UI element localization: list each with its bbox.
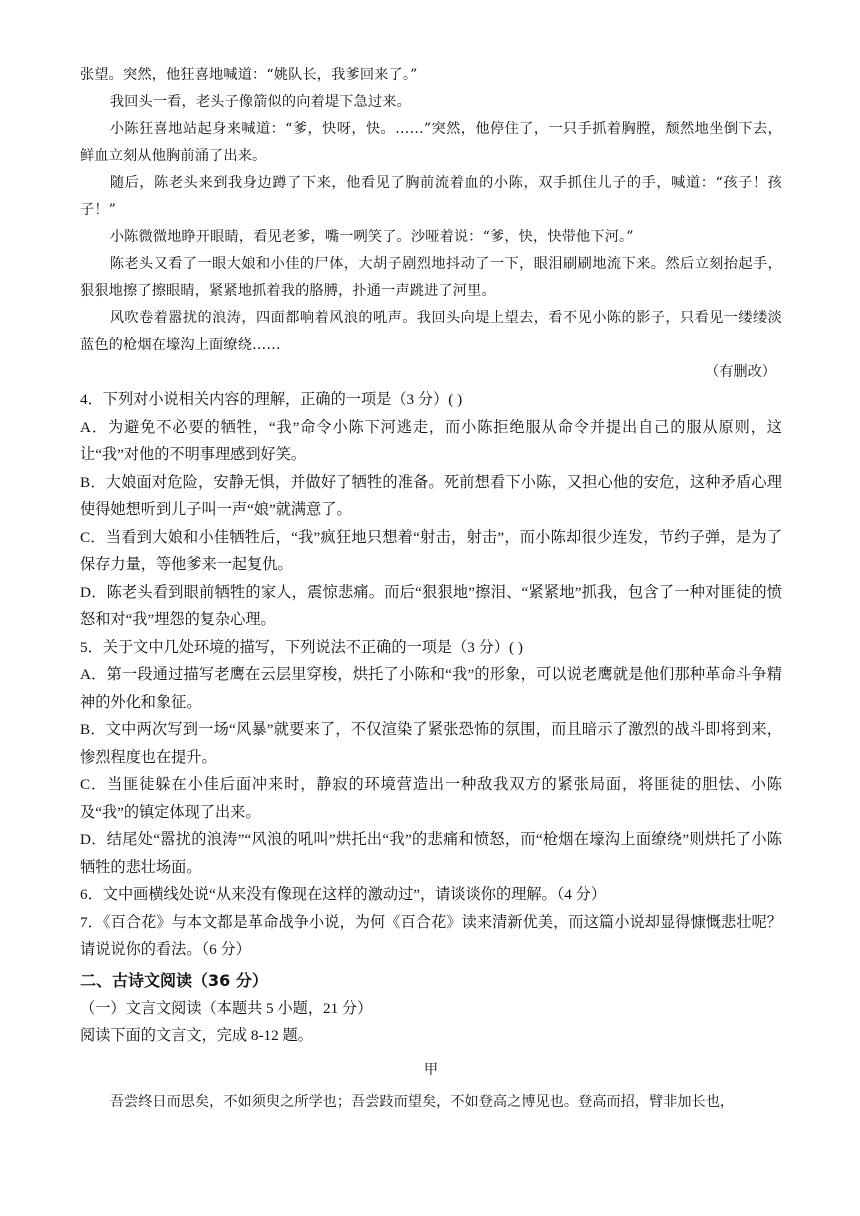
passage-text: 吾尝终日而思矣，不如须臾之所学也；吾尝跂而望矣，不如登高之博见也。登高而招，臂非加长也， bbox=[109, 1093, 735, 1110]
option-a: A．为避免不必要的牺牲，“我”命令小陈下河逃走，而小陈拒绝服从命令并提出自己的服从原则，这让“我”对他的不明事理感到好笑。 bbox=[80, 418, 782, 463]
option-b: B．文中两次写到一场“风暴”就要来了，不仅渲染了紧张恐怖的氛围，而且暗示了激烈的战斗即将到来，惨烈程度也在提升。 bbox=[80, 721, 782, 766]
story-paragraph: 张望。突然，他狂喜地喊道：“姚队长，我爹回来了。” bbox=[80, 67, 418, 83]
option-a: A．第一段通过描写老鹰在云层里穿梭，烘托了小陈和“我”的形象，可以说老鹰就是他们那种革命斗争精神的外化和象征。 bbox=[80, 666, 782, 711]
reading-instruction: 阅读下面的文言文，完成 8-12 题。 bbox=[80, 1027, 313, 1044]
question-stem: 5．关于文中几处环境的描写，下列说法不正确的一项是（3 分）( ) bbox=[80, 638, 523, 656]
story-excerpt bbox=[80, 62, 782, 386]
passage-title: 甲 bbox=[423, 1061, 439, 1078]
story-paragraph: 小陈微微地睁开眼睛，看见老爹，嘴一咧笑了。沙哑着说：“爹，快，快带他下河。” bbox=[109, 229, 634, 245]
option-d: D．陈老头看到眼前牺牲的家人，震惊悲痛。而后“狠狠地”擦泪、“紧紧地”抓我，包含了一种对匪徒的愤怒和对“我”埋怨的复杂心理。 bbox=[80, 583, 782, 628]
question-stem: 4．下列对小说相关内容的理解，正确的一项是（3 分）( ) bbox=[80, 391, 463, 408]
story-paragraph: 陈老头又看了一眼大娘和小佳的尸体，大胡子剧烈地抖动了一下，眼泪刷刷地流下来。然后立刻抬起手，狠狠地擦了擦眼睛，紧紧地抓着我的胳膊，扑通一声跳进了河里。 bbox=[80, 256, 782, 299]
option-c: C．当匪徒躲在小佳后面冲来时，静寂的环境营造出一种敌我双方的紧张局面，将匪徒的胆怯、小陈及“我”的镇定体现了出来。 bbox=[80, 776, 782, 821]
question-7: 7．《百合花》与本文都是革命战争小说，为何《百合花》读来清新优美，而这篇小说却显得慷慨悲壮呢？请说说你的看法。（6 分） bbox=[80, 913, 782, 958]
story-paragraph: 风吹卷着嚣扰的浪涛，四面都响着风浪的吼声。我回头向堤上望去，看不见小陈的影子，只看见一缕缕淡蓝色的枪烟在壕沟上面缭绕…… bbox=[80, 310, 782, 353]
document-page bbox=[80, 62, 782, 1116]
story-paragraph: 随后，陈老头来到我身边蹲了下来，他看见了胸前流着血的小陈，双手抓住儿子的手，喊道：“孩子！孩子！” bbox=[80, 175, 782, 218]
story-paragraph: 小陈狂喜地站起身来喊道：“爹，快呀，快。……”突然，他停住了，一只手抓着胸膛，颓然地坐倒下去，鲜血立刻从他胸前涌了出来。 bbox=[80, 121, 782, 164]
option-b: B．大娘面对危险，安静无惧，并做好了牺牲的准备。死前想看下小陈，又担心他的安危，这种矛盾心理使得她想听到儿子叫一声“娘”就满意了。 bbox=[80, 473, 782, 518]
story-paragraph: 我回头一看，老头子像箭似的向着堤下急过来。 bbox=[109, 94, 411, 110]
question-6: 6．文中画横线处说“从来没有像现在这样的激动过”，请谈谈你的理解。（4 分） bbox=[80, 886, 607, 903]
section-heading: 二、古诗文阅读（36 分） bbox=[80, 970, 268, 990]
source-note: （有删改） bbox=[705, 364, 776, 380]
section-2 bbox=[80, 966, 782, 1116]
sub-heading: （一）文言文阅读（本题共 5 小题，21 分） bbox=[80, 999, 373, 1017]
option-c: C．当看到大娘和小佳牺牲后，“我”疯狂地只想着“射击，射击”，而小陈却很少连发，节约子弹，是为了保存力量，等他爹来一起复仇。 bbox=[80, 528, 782, 573]
question-4 bbox=[80, 386, 782, 634]
question-5 bbox=[80, 634, 782, 882]
option-d: D．结尾处“嚣扰的浪涛”“风浪的吼叫”烘托出“我”的悲痛和愤怒，而“枪烟在壕沟上面缭绕”则烘托了小陈牺牲的悲壮场面。 bbox=[80, 831, 782, 876]
